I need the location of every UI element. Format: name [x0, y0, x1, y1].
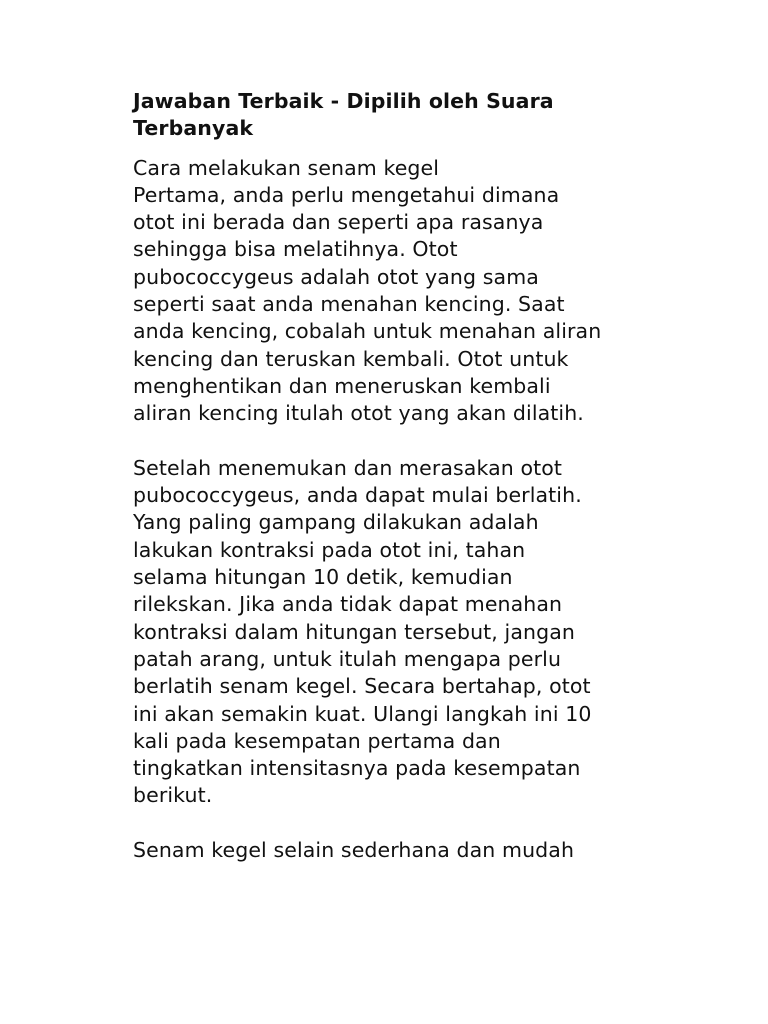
heading-line: Jawaban Terbaik - Dipilih oleh Suara — [133, 89, 554, 113]
text-line: sehingga bisa melatihnya. Otot — [133, 237, 458, 262]
document-page — [133, 88, 753, 864]
text-line: Setelah menemukan dan merasakan otot — [133, 455, 563, 480]
text-line: anda kencing, cobalah untuk menahan aliran — [133, 319, 602, 344]
text-line: Cara melakukan senam kegel — [133, 155, 440, 180]
paragraph-gap — [133, 428, 753, 455]
heading-line: Terbanyak — [133, 116, 254, 141]
paragraph-1 — [133, 155, 753, 428]
paragraph-3 — [133, 837, 753, 864]
text-line: menghentikan dan meneruskan kembali — [133, 373, 551, 398]
text-line: seperti saat anda menahan kencing. Saat — [133, 292, 565, 317]
text-line: berlatih senam kegel. Secara bertahap, otot — [133, 674, 591, 699]
text-line: Pertama, anda perlu mengetahui dimana — [133, 182, 560, 207]
text-line: kencing dan teruskan kembali. Otot untuk — [133, 346, 569, 371]
text-line: berikut. — [133, 783, 213, 808]
text-line: pubococcygeus adalah otot yang sama — [133, 264, 539, 289]
answer-heading — [133, 88, 753, 143]
text-line: rilekskan. Jika anda tidak dapat menahan — [133, 592, 563, 617]
text-line: ini akan semakin kuat. Ulangi langkah ini 10 — [133, 701, 592, 726]
text-line: pubococcygeus, anda dapat mulai berlatih. — [133, 483, 582, 508]
text-line: kontraksi dalam hitungan tersebut, jangan — [133, 619, 575, 644]
text-line: kali pada kesempatan pertama dan — [133, 728, 501, 753]
text-line: Senam kegel selain sederhana dan mudah — [133, 838, 575, 863]
text-line: lakukan kontraksi pada otot ini, tahan — [133, 537, 526, 562]
paragraph-gap — [133, 810, 753, 837]
text-line: aliran kencing itulah otot yang akan dilatih. — [133, 401, 584, 426]
paragraph-2 — [133, 455, 753, 810]
text-line: Yang paling gampang dilakukan adalah — [133, 510, 539, 535]
text-line: patah arang, untuk itulah mengapa perlu — [133, 646, 562, 671]
text-line: selama hitungan 10 detik, kemudian — [133, 565, 513, 590]
text-line: otot ini berada dan seperti apa rasanya — [133, 210, 544, 235]
text-line: tingkatkan intensitasnya pada kesempatan — [133, 756, 581, 781]
